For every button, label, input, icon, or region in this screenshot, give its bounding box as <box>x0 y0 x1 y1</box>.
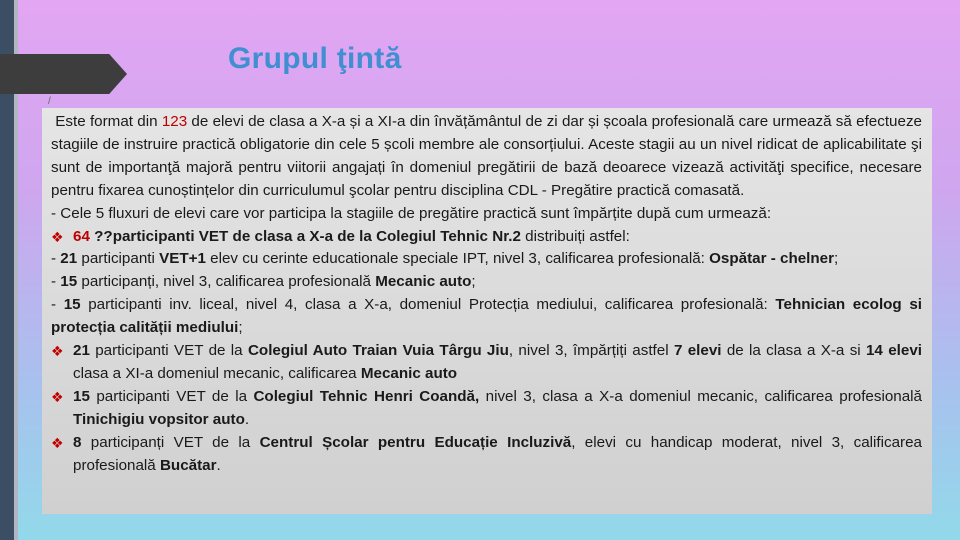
group4-item: ❖ 8 participanți VET de la Centrul Școlar pentru Educație Incluzivă, elevi cu handicap moderat, nivel 3, calificarea profesională Bucătar. <box>51 433 922 474</box>
title-ribbon <box>0 54 127 94</box>
slash-mark: / <box>48 96 51 107</box>
sub2-item: - 15 participanți, nivel 3, calificarea profesională Mecanic auto; <box>51 273 476 291</box>
slide-title: Grupul ţintă <box>228 42 402 75</box>
bullet-icon: ❖ <box>51 228 64 245</box>
fluxuri-line: - Cele 5 fluxuri de elevi care vor participa la stagiile de pregătire practică sunt împărțite după cum urmează: <box>51 204 772 222</box>
bullet-icon: ❖ <box>51 434 64 451</box>
bullet-icon: ❖ <box>51 388 64 405</box>
intro-paragraph: Este format din 123 de elevi de clasa a X-a și a XI-a din învățământul de zi dar și școala profesională care urmează să efectueze stagiile de instruire practică obligatorie din cele 5 școli membre ale consorțiului. Aceste stagii au un nivel ridicat de aplicabilitate şi sunt de importanţă majoră pentru viitorii angajați în domeniul pregătirii de bază deoarece vizează activităţi specifice, necesare pentru fixarea cunoștințelor din curriculumul şcolar pentru disciplina CDL - Pregătire practică comasată. <box>51 113 922 199</box>
bullet-icon: ❖ <box>51 343 64 360</box>
group3-item: ❖ 15 participanti VET de la Colegiul Tehnic Henri Coandă, nivel 3, clasa a X-a domeniul mecanic, calificarea profesională Tinichigiu vopsitor auto. <box>51 387 922 428</box>
group2-item: ❖ 21 participanti VET de la Colegiul Auto Traian Vuia Târgu Jiu, nivel 3, împărțiți astfel 7 elevi de la clasa a X-a si 14 elevi clasa a XI-a domeniul mecanic, calificarea Mecanic auto <box>51 342 922 382</box>
sub1-item: - 21 participanti VET+1 elev cu cerinte educationale speciale IPT, nivel 3, calificarea profesională: Ospătar - chelner; <box>51 250 839 268</box>
content-panel <box>42 108 932 514</box>
student-count: 123 <box>161 113 188 130</box>
sub3-item: - 15 participanti inv. liceal, nivel 4, clasa a X-a, domeniul Protecția mediului, calificarea profesională: Tehnician ecolog si protecția calității mediului; <box>51 296 922 337</box>
group1-item: ❖ 64 ??participanti VET de clasa a X-a de la Colegiul Tehnic Nr.2 distribuiți astfel: <box>51 226 922 249</box>
